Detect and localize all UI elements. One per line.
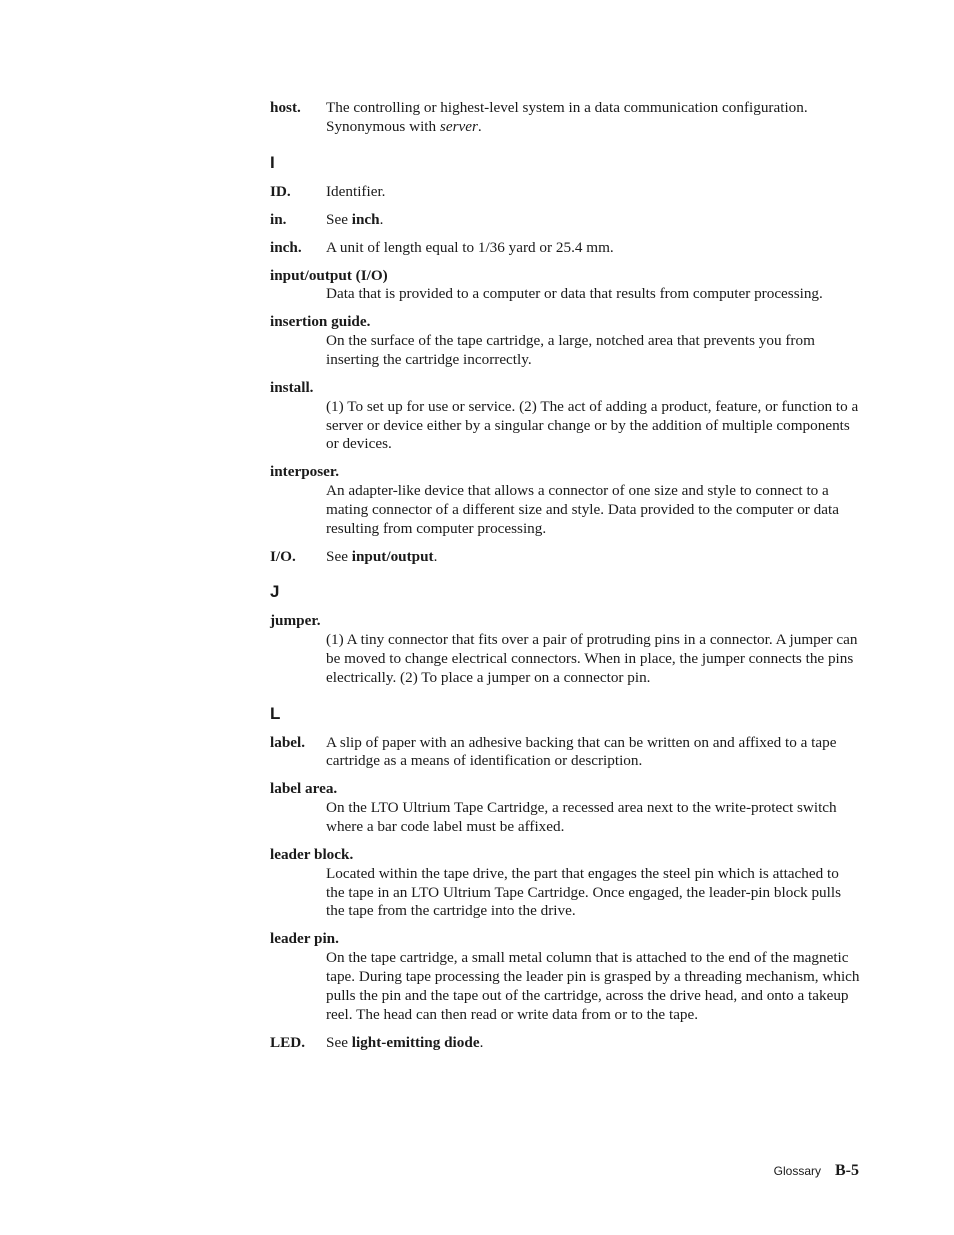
definition: (1) A tiny connector that fits over a pair of protruding pins in a connector. A jumper can be moved to change electrical connectors. When in place, the jumper connects the pins electrically. (2) To place a jumper on a connector pin. bbox=[326, 631, 858, 686]
entry-host bbox=[270, 99, 860, 137]
definition: Data that is provided to a computer or data that results from computer processing. bbox=[326, 285, 823, 303]
definition: An adapter-like device that allows a connector of one size and style to connect to a mating connector of a different size and style. Data provided to the computer or data resulting from computer processing. bbox=[326, 482, 839, 537]
definition: Located within the tape drive, the part that engages the steel pin which is attached to the tape in an LTO Ultrium Tape Cartridge. Once engaged, the leader-pin block pulls the tape from the cartridge into the drive. bbox=[326, 864, 841, 920]
definition: On the LTO Ultrium Tape Cartridge, a recessed area next to the write-protect switch where a bar code label must be affixed. bbox=[326, 799, 837, 836]
term: insertion guide. bbox=[270, 313, 371, 331]
definition-text: . bbox=[479, 1033, 484, 1051]
entry-in bbox=[270, 211, 860, 230]
term: ID. bbox=[270, 182, 291, 200]
definition: On the tape cartridge, a small metal column that is attached to the end of the magnetic tape. During tape processing the leader pin is grasped by a threading mechanism, which pulls the pin and the tape out of the cartridge, across the drive head, and onto a takeup reel. The head can then read or write data from or to the tape. bbox=[326, 949, 860, 1023]
footer-section-name: Glossary bbox=[773, 1164, 821, 1178]
cross-reference: inch bbox=[351, 210, 380, 228]
definition: On the surface of the tape cartridge, a large, notched area that prevents you from inserting the cartridge incorrectly. bbox=[326, 332, 815, 368]
entry-label-area bbox=[270, 780, 860, 836]
page-footer bbox=[774, 1162, 859, 1180]
section-heading-j: J bbox=[270, 582, 280, 602]
entry-leader-block bbox=[270, 846, 860, 921]
entry-install bbox=[270, 379, 860, 454]
definition-text: . bbox=[379, 210, 384, 228]
term: interposer. bbox=[270, 463, 340, 481]
term: in. bbox=[270, 210, 287, 228]
entry-interposer bbox=[270, 463, 860, 538]
definition bbox=[326, 548, 860, 567]
glossary-content bbox=[270, 99, 860, 1062]
term: label. bbox=[270, 733, 306, 751]
entry-id bbox=[270, 183, 860, 202]
section-heading-i: I bbox=[270, 152, 275, 172]
page-number: B-5 bbox=[835, 1162, 859, 1179]
definition-text: . bbox=[477, 117, 482, 135]
definition-emphasis: server bbox=[439, 117, 478, 135]
definition: Identifier. bbox=[326, 182, 386, 200]
section-heading-l: L bbox=[270, 703, 281, 723]
term: leader block. bbox=[270, 846, 354, 863]
definition: A unit of length equal to 1/36 yard or 25.4 mm. bbox=[326, 238, 614, 256]
term: LED. bbox=[270, 1033, 306, 1051]
entry-inch bbox=[270, 239, 860, 258]
definition-text: See bbox=[326, 1033, 352, 1051]
definition bbox=[326, 1034, 860, 1053]
definition-text: The controlling or highest-level system in a data communication configuration. Synonymous with bbox=[326, 99, 808, 135]
definition bbox=[326, 99, 860, 137]
entry-jumper bbox=[270, 612, 860, 687]
term: leader pin. bbox=[270, 930, 339, 948]
entry-insertion-guide bbox=[270, 313, 860, 369]
cross-reference: light-emitting diode bbox=[351, 1033, 480, 1051]
term: install. bbox=[270, 378, 314, 396]
definition: A slip of paper with an adhesive backing that can be written on and affixed to a tape cartridge as a means of identification or description. bbox=[326, 733, 837, 770]
cross-reference: input/output bbox=[351, 547, 434, 565]
term: inch. bbox=[270, 238, 302, 256]
definition-text: See bbox=[326, 210, 352, 228]
definition: (1) To set up for use or service. (2) The act of adding a product, feature, or function to a server or device either by a singular change or by the addition of multiple components or devices. bbox=[326, 397, 859, 453]
definition bbox=[326, 211, 860, 230]
term: jumper. bbox=[270, 612, 321, 630]
definition-text: See bbox=[326, 547, 352, 565]
entry-io bbox=[270, 548, 860, 567]
definition-text: . bbox=[433, 547, 438, 565]
entry-led bbox=[270, 1034, 860, 1053]
entry-input-output bbox=[270, 267, 860, 305]
term: label area. bbox=[270, 780, 338, 798]
entry-leader-pin bbox=[270, 930, 860, 1024]
term: input/output (I/O) bbox=[270, 266, 388, 284]
term: I/O. bbox=[270, 547, 296, 565]
term: host. bbox=[270, 99, 301, 116]
entry-label bbox=[270, 734, 860, 772]
